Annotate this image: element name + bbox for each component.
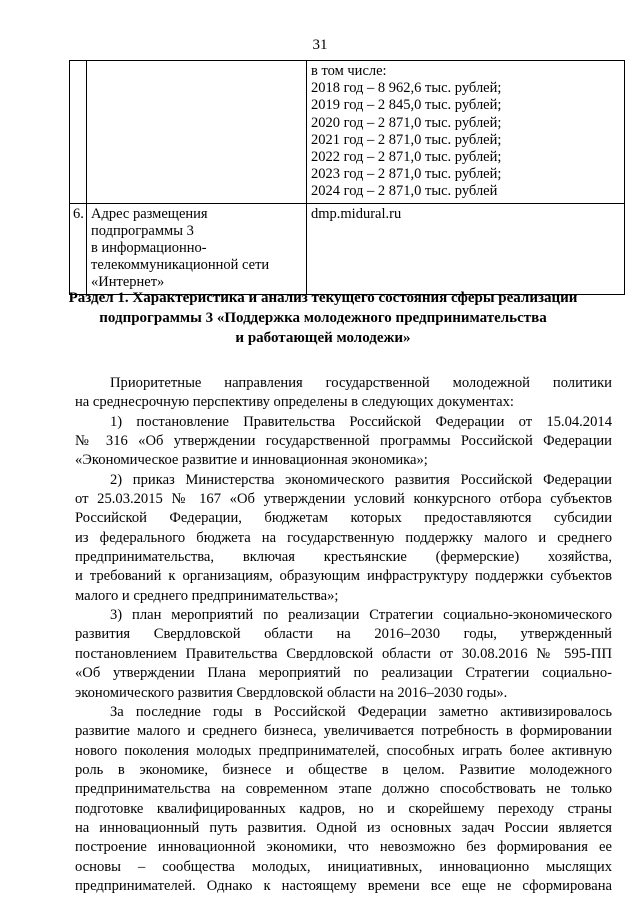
row-label-line: Адрес размещения — [91, 205, 208, 222]
section-title — [60, 288, 586, 348]
funding-line: 2021 год – 2 871,0 тыс. рублей; — [311, 131, 502, 148]
table-row — [70, 203, 625, 294]
text-line: За последние годы в Российской Федерации заметно активизировалось — [110, 703, 612, 720]
row-label-cell — [87, 61, 307, 204]
text-line: 1) постановление Правительства Российской Федерации от 15.04.2014 — [110, 413, 612, 430]
text-line: нового поколения молодых предпринимателей, способных играть более активную — [75, 742, 612, 759]
text-line: постановлением Правительства Свердловской области от 30.08.2016 № 595-ПП — [75, 645, 612, 662]
text-line: 2) приказ Министерства экономического развития Российской Федерации — [110, 471, 612, 488]
text-line: 3) план мероприятий по реализации Стратегии социально-экономического — [110, 607, 612, 624]
text-line: «Экономическое развитие и инновационная экономика»; — [75, 452, 428, 469]
website-address: dmp.midural.ru — [311, 205, 402, 222]
row-number-cell — [70, 61, 87, 204]
body-text — [75, 374, 612, 896]
text-line: от 25.03.2015 № 167 «Об утверждении условий конкурсного отбора субъектов — [75, 491, 612, 508]
text-line: малого и среднего предпринимательства»; — [75, 587, 339, 604]
funding-line: 2022 год – 2 871,0 тыс. рублей; — [311, 149, 502, 166]
text-line: развития Свердловской области на 2016–2030 годы, утвержденный — [75, 626, 612, 643]
row-label-line: «Интернет» — [91, 274, 165, 291]
passport-table — [69, 60, 625, 295]
text-line: предпринимательства на современном этапе должно способствовать не только — [75, 781, 612, 798]
row-number-cell: 6. — [70, 203, 87, 294]
website-cell — [307, 203, 625, 294]
funding-line: 2023 год – 2 871,0 тыс. рублей; — [311, 166, 502, 183]
funding-line: 2024 год – 2 871,0 тыс. рублей — [311, 183, 498, 200]
text-line: на среднесрочную перспективу определены в следующих документах: — [75, 394, 514, 411]
paragraph — [75, 703, 612, 896]
text-line: подготовке квалифицированных кадров, но и скорейшему переходу страны — [75, 800, 612, 817]
funding-line: 2019 год – 2 845,0 тыс. рублей; — [311, 97, 502, 114]
text-line: из федерального бюджета на государственную поддержку малого и среднего — [75, 529, 612, 546]
row-label-line: телекоммуникационной сети — [91, 257, 270, 274]
text-line: построение инновационной экономики, что невозможно без формирования ее — [75, 839, 612, 856]
text-line: на инновационный путь развития. Одной из основных задач России является — [75, 819, 612, 836]
section-title-line: Раздел 1. Характеристика и анализ текущего состояния сферы реализации — [68, 290, 578, 306]
text-line: основы – сообщества молодых, инициативных, инновационно мыслящих — [75, 858, 612, 875]
text-line: Российской Федерации, бюджетам которых предоставляются субсидии — [75, 510, 612, 527]
text-line: «Об утверждении Плана мероприятий по реализации Стратегии социально- — [75, 665, 612, 682]
funding-line: в том числе: — [311, 63, 387, 79]
text-line: и требований к организациям, образующим инфраструктуру поддержки субъектов — [75, 568, 612, 585]
row-label-cell — [87, 203, 307, 294]
text-line: экономического развития Свердловской области на 2016–2030 годы». — [75, 684, 508, 701]
text-line: предпринимателей. Однако к настоящему времени все еще не сформирована — [75, 877, 612, 894]
text-line: № 316 «Об утверждении государственной программы Российской Федерации — [75, 433, 612, 450]
section-title-line: подпрограммы 3 «Поддержка молодежного предпринимательства — [99, 310, 547, 326]
row-label-line: подпрограммы 3 — [91, 222, 194, 239]
text-line: развитие малого и среднего бизнеса, увеличивается потребность в формировании — [75, 723, 612, 740]
row-label-line: в информационно- — [91, 240, 207, 257]
page-number: 31 — [312, 37, 328, 53]
table-row — [70, 61, 625, 204]
text-line: Приоритетные направления государственной молодежной политики — [110, 375, 612, 391]
paragraph — [75, 374, 612, 413]
text-line: роль в экономике, бизнесе и обществе в целом. Развитие молодежного — [75, 761, 612, 778]
funding-line: 2018 год – 8 962,6 тыс. рублей; — [311, 80, 502, 97]
paragraph — [75, 413, 612, 471]
text-line: предпринимательства, включая крестьянские (фермерские) хозяйства, — [75, 549, 612, 566]
section-title-line: и работающей молодежи» — [235, 330, 411, 346]
funding-line: 2020 год – 2 871,0 тыс. рублей; — [311, 114, 502, 131]
funding-cell — [307, 61, 625, 204]
paragraph — [75, 606, 612, 703]
paragraph — [75, 471, 612, 606]
